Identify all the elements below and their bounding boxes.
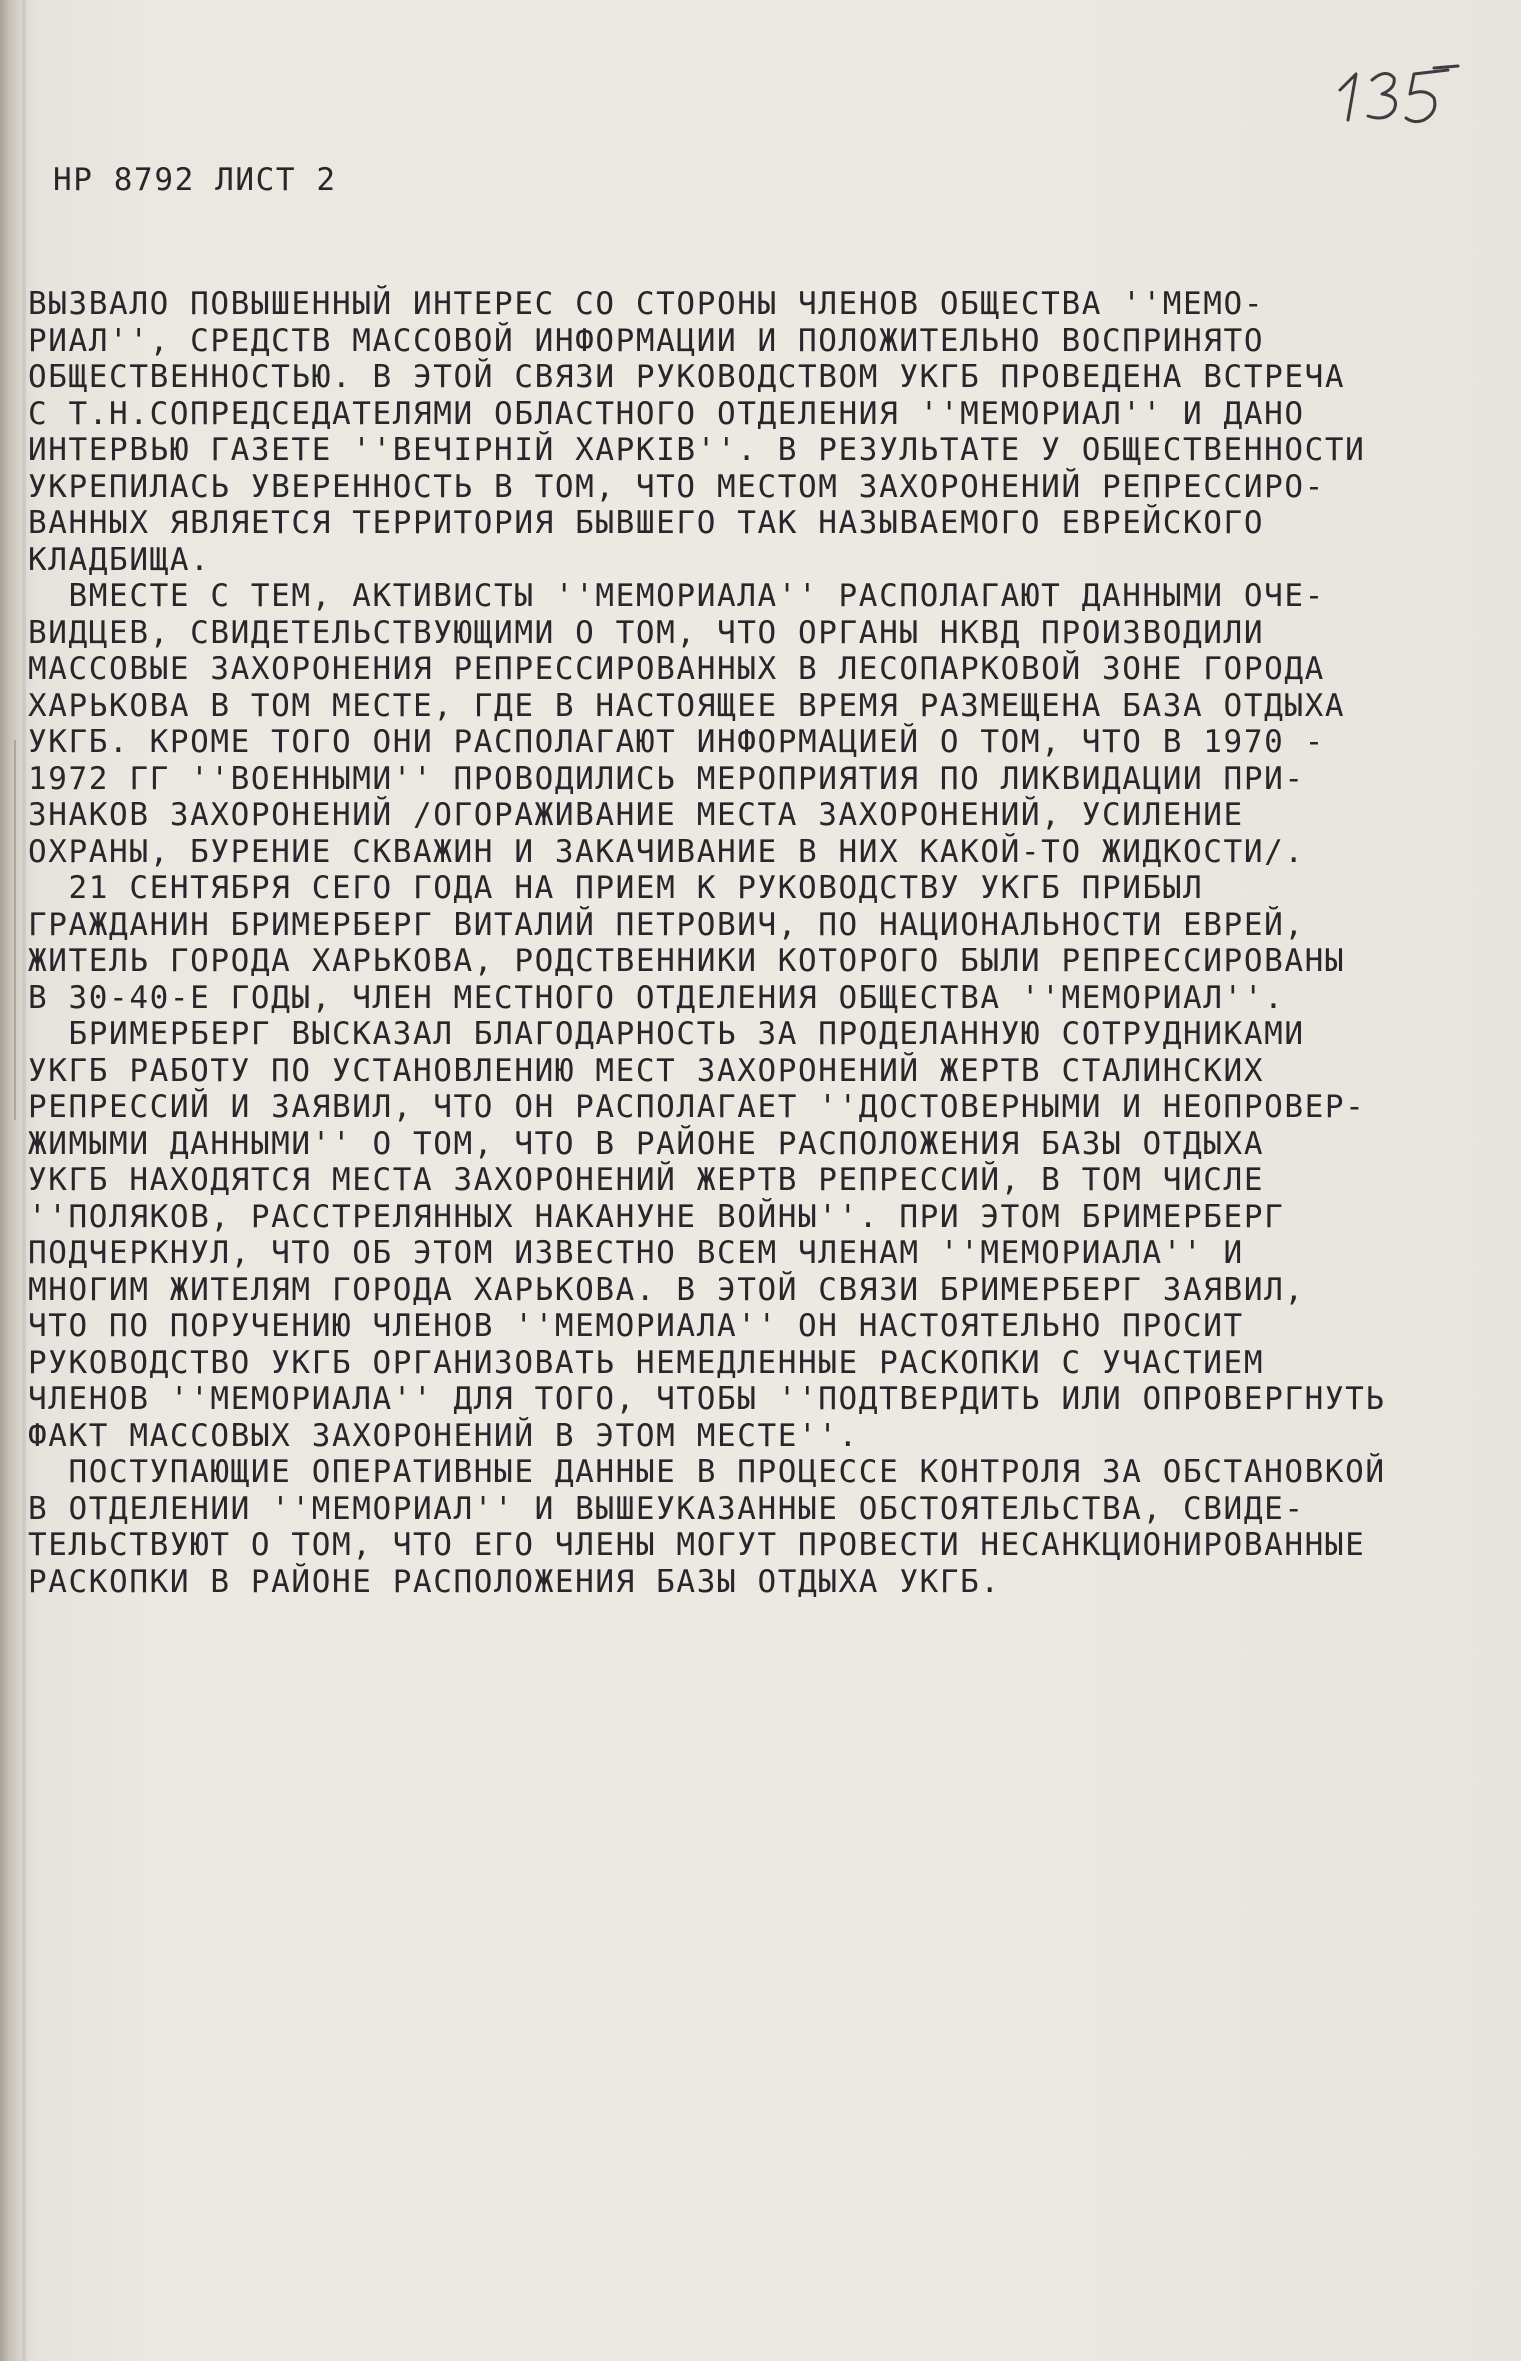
text-line: КЛАДБИЩА. — [28, 541, 211, 578]
text-line: В ОТДЕЛЕНИИ ''МЕМОРИАЛ'' И ВЫШЕУКАЗАННЫЕ ОБСТОЯТЕЛЬСТВА, СВИДЕ- — [28, 1490, 1305, 1527]
text-line: ''ПОЛЯКОВ, РАССТРЕЛЯННЫХ НАКАНУНЕ ВОЙНЫ''. ПРИ ЭТОМ БРИМЕРБЕРГ — [28, 1198, 1285, 1235]
text-line: ХАРЬКОВА В ТОМ МЕСТЕ, ГДЕ В НАСТОЯЩЕЕ ВРЕМЯ РАЗМЕЩЕНА БАЗА ОТДЫХА — [28, 687, 1346, 724]
text-line: ОБЩЕСТВЕННОСТЬЮ. В ЭТОЙ СВЯЗИ РУКОВОДСТВОМ УКГБ ПРОВЕДЕНА ВСТРЕЧА — [28, 359, 1346, 395]
text-line: ВАННЫХ ЯВЛЯЕТСЯ ТЕРРИТОРИЯ БЫВШЕГО ТАК НАЗЫВАЕМОГО ЕВРЕЙСКОГО — [28, 505, 1265, 541]
text-line: 1972 ГГ ''ВОЕННЫМИ'' ПРОВОДИЛИСЬ МЕРОПРИЯТИЯ ПО ЛИКВИДАЦИИ ПРИ- — [28, 760, 1305, 797]
text-line: МНОГИМ ЖИТЕЛЯМ ГОРОДА ХАРЬКОВА. В ЭТОЙ СВЯЗИ БРИМЕРБЕРГ ЗАЯВИЛ, — [28, 1271, 1305, 1308]
text-line: ПОДЧЕРКНУЛ, ЧТО ОБ ЭТОМ ИЗВЕСТНО ВСЕМ ЧЛЕНАМ ''МЕМОРИАЛА'' И — [28, 1235, 1244, 1271]
text-line: С Т.Н.СОПРЕДСЕДАТЕЛЯМИ ОБЛАСТНОГО ОТДЕЛЕНИЯ ''МЕМОРИАЛ'' И ДАНО — [28, 395, 1305, 432]
text-line: ВМЕСТЕ С ТЕМ, АКТИВИСТЫ ''МЕМОРИАЛА'' РАСПОЛАГАЮТ ДАННЫМИ ОЧЕ- — [28, 578, 1325, 614]
text-line: ОХРАНЫ, БУРЕНИЕ СКВАЖИН И ЗАКАЧИВАНИЕ В НИХ КАКОЙ-ТО ЖИДКОСТИ/. — [28, 833, 1305, 870]
text-line: РУКОВОДСТВО УКГБ ОРГАНИЗОВАТЬ НЕМЕДЛЕННЫЕ РАСКОПКИ С УЧАСТИЕМ — [28, 1344, 1265, 1381]
text-line: ЖИМЫМИ ДАННЫМИ'' О ТОМ, ЧТО В РАЙОНЕ РАСПОЛОЖЕНИЯ БАЗЫ ОТДЫХА — [28, 1125, 1265, 1162]
text-line: ЗНАКОВ ЗАХОРОНЕНИЙ /ОГОРАЖИВАНИЕ МЕСТА ЗАХОРОНЕНИЙ, УСИЛЕНИЕ — [28, 797, 1244, 833]
text-line: ГРАЖДАНИН БРИМЕРБЕРГ ВИТАЛИЙ ПЕТРОВИЧ, ПО НАЦИОНАЛЬНОСТИ ЕВРЕЙ, — [28, 906, 1305, 943]
text-line: РИАЛ'', СРЕДСТВ МАССОВОЙ ИНФОРМАЦИИ И ПОЛОЖИТЕЛЬНО ВОСПРИНЯТО — [28, 322, 1265, 359]
text-line: ТЕЛЬСТВУЮТ О ТОМ, ЧТО ЕГО ЧЛЕНЫ МОГУТ ПРОВЕСТИ НЕСАНКЦИОНИРОВАННЫЕ — [28, 1527, 1366, 1563]
text-line: ИНТЕРВЬЮ ГАЗЕТЕ ''ВЕЧІРНІЙ ХАРКІВ''. В РЕЗУЛЬТАТЕ У ОБЩЕСТВЕННОСТИ — [28, 432, 1366, 468]
text-line: ЖИТЕЛЬ ГОРОДА ХАРЬКОВА, РОДСТВЕННИКИ КОТОРОГО БЫЛИ РЕПРЕССИРОВАНЫ — [28, 943, 1346, 979]
page-left-edge — [0, 0, 22, 2361]
text-line: УКГБ. КРОМЕ ТОГО ОНИ РАСПОЛАГАЮТ ИНФОРМАЦИЕЙ О ТОМ, ЧТО В 1970 - — [28, 724, 1325, 760]
text-line: ЧЛЕНОВ ''МЕМОРИАЛА'' ДЛЯ ТОГО, ЧТОБЫ ''ПОДТВЕРДИТЬ ИЛИ ОПРОВЕРГНУТЬ — [28, 1381, 1386, 1417]
text-line: ВИДЦЕВ, СВИДЕТЕЛЬСТВУЮЩИМИ О ТОМ, ЧТО ОРГАНЫ НКВД ПРОИЗВОДИЛИ — [28, 614, 1265, 651]
page-fold-shadow — [22, 0, 26, 2361]
margin-pencil-line — [14, 740, 16, 1120]
typed-letter — [28, 0, 1508, 1600]
text-line: МАССОВЫЕ ЗАХОРОНЕНИЯ РЕПРЕССИРОВАННЫХ В ЛЕСОПАРКОВОЙ ЗОНЕ ГОРОДА — [28, 651, 1325, 687]
text-line: ПОСТУПАЮЩИЕ ОПЕРАТИВНЫЕ ДАННЫЕ В ПРОЦЕССЕ КОНТРОЛЯ ЗА ОБСТАНОВКОЙ — [28, 1454, 1386, 1490]
text-line: УКРЕПИЛАСЬ УВЕРЕННОСТЬ В ТОМ, ЧТО МЕСТОМ ЗАХОРОНЕНИЙ РЕПРЕССИРО- — [28, 468, 1325, 505]
text-line: БРИМЕРБЕРГ ВЫСКАЗАЛ БЛАГОДАРНОСТЬ ЗА ПРОДЕЛАННУЮ СОТРУДНИКАМИ — [28, 1016, 1305, 1052]
text-line: УКГБ НАХОДЯТСЯ МЕСТА ЗАХОРОНЕНИЙ ЖЕРТВ РЕПРЕССИЙ, В ТОМ ЧИСЛЕ — [28, 1162, 1265, 1198]
text-line: ВЫЗВАЛО ПОВЫШЕННЫЙ ИНТЕРЕС СО СТОРОНЫ ЧЛЕНОВ ОБЩЕСТВА ''МЕМО- — [28, 286, 1265, 322]
text-line: 21 СЕНТЯБРЯ СЕГО ГОДА НА ПРИЕМ К РУКОВОДСТВУ УКГБ ПРИБЫЛ — [28, 870, 1204, 906]
text-line: РАСКОПКИ В РАЙОНЕ РАСПОЛОЖЕНИЯ БАЗЫ ОТДЫХА УКГБ. — [28, 1563, 1001, 1600]
text-line: ФАКТ МАССОВЫХ ЗАХОРОНЕНИЙ В ЭТОМ МЕСТЕ''. — [28, 1417, 859, 1454]
text-line: УКГБ РАБОТУ ПО УСТАНОВЛЕНИЮ МЕСТ ЗАХОРОНЕНИЙ ЖЕРТВ СТАЛИНСКИХ — [28, 1052, 1265, 1089]
text-line: РЕПРЕССИЙ И ЗАЯВИЛ, ЧТО ОН РАСПОЛАГАЕТ ''ДОСТОВЕРНЫМИ И НЕОПРОВЕР- — [28, 1089, 1366, 1125]
document-header: НР 8792 ЛИСТ 2 — [53, 162, 337, 198]
text-line: ЧТО ПО ПОРУЧЕНИЮ ЧЛЕНОВ ''МЕМОРИАЛА'' ОН НАСТОЯТЕЛЬНО ПРОСИТ — [28, 1308, 1244, 1344]
text-line: В 30-40-Е ГОДЫ, ЧЛЕН МЕСТНОГО ОТДЕЛЕНИЯ ОБЩЕСТВА ''МЕМОРИАЛ''. — [28, 979, 1285, 1016]
